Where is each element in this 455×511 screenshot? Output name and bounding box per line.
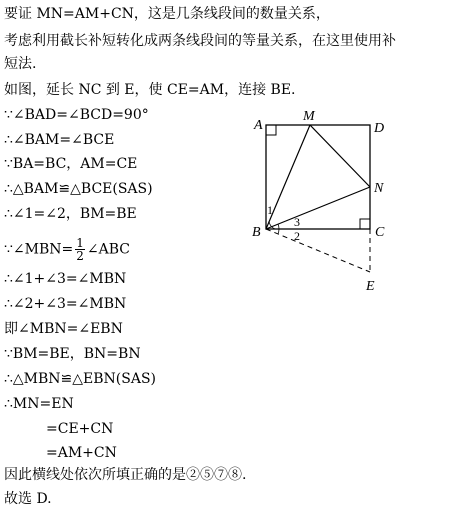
text-line-14: ∵BM=BE，BN=BN [4,346,141,362]
text-line-12: ∴∠2+∠3=∠MBN [4,296,127,312]
fraction-numerator: 1 [76,236,84,250]
geometry-figure [248,100,448,300]
text-line-15: ∴△MBN≌△EBN(SAS) [4,371,157,387]
right-angle-mark-a [266,125,276,135]
text-line-5: ∵∠BAD=∠BCD=90° [4,107,149,123]
text-line-4: 如图，延长 NC 到 E，使 CE=AM，连接 BE. [4,82,296,98]
angle-arc-3 [278,224,279,229]
label-n: N [374,181,384,196]
fraction-suffix: ∠ABC [86,241,130,258]
text-line-17: =CE+CN [46,421,114,437]
text-line-7: ∵BA=BC，AM=CE [4,156,138,172]
text-line-3: 短法. [4,56,37,72]
label-angle-2: 2 [294,229,300,243]
label-c: C [375,225,385,240]
text-line-8: ∴△BAM≌△BCE(SAS) [4,181,153,197]
text-line-2: 考虑利用截长补短转化成两条线段间的等量关系，在这里使用补 [4,33,396,49]
text-line-1: 要证 MN=AM+CN，这是几条线段间的数量关系， [4,6,330,22]
angle-arc-2 [278,229,279,234]
text-line-10 [4,237,130,262]
label-d: D [374,121,385,136]
text-line-16: ∴MN=EN [4,396,74,412]
text-line-6: ∴∠BAM=∠BCE [4,132,115,148]
square-abcd [266,125,370,229]
text-line-20: 故选 D. [4,491,52,507]
segment-mn [310,125,370,187]
text-line-19: 因此横线处依次所填正确的是②⑤⑦⑧. [4,467,247,483]
right-angle-mark-c [360,219,370,229]
text-line-9: ∴∠1=∠2，BM=BE [4,206,137,222]
text-line-13: 即∠MBN=∠EBN [4,321,123,337]
text-line-11: ∴∠1+∠3=∠MBN [4,271,127,287]
fraction-denominator: 2 [76,249,84,263]
label-m: M [303,109,315,124]
fraction [75,237,85,262]
text-line-10-prefix: ∵∠MBN= [4,241,74,258]
label-angle-1: 1 [267,203,273,217]
label-e: E [366,279,375,294]
label-b: B [252,225,261,240]
text-line-18: =AM+CN [46,445,117,461]
label-angle-3: 3 [294,215,300,229]
segment-be [266,229,370,272]
label-a: A [254,118,263,133]
